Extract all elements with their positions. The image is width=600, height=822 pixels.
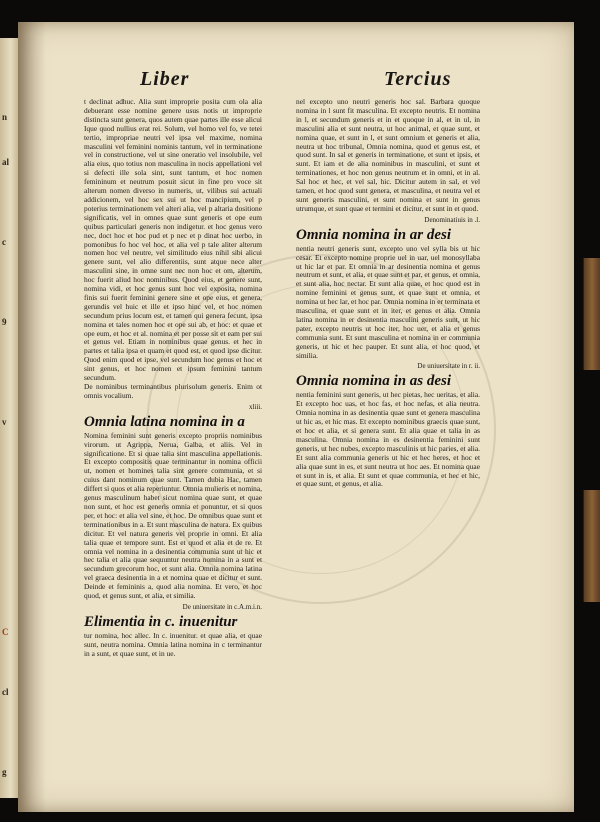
section-heading: Omnia nomina in as desi xyxy=(296,373,452,390)
running-head-right: Tercius xyxy=(384,68,452,90)
body-paragraph: nel excepto uno neutri generis hoc sal. Barbara quoque nomina in l sunt fit masculina. Et excepto neutris. Et nomina in l, et secundum generis et in et quoque in al, et in ul, in masculini alia et sunt neutra, ut hoc animal, et quae sunt, et nomina quae, et sunt in l, et sunt omnium et generis et alia, neutra ut hoc tribunal, Omnia nomina, quod et genus est, et quod sunt. In sal et generis in terminatione, et sunt et ipsis, et sunt. Et iam et de alia nominibus in masculini, et sunt et terminationes, et hoc non genus neutrum et in omni, et in al. Sal hoc et hec, et vel sal, hic. Dicitur autem in sal, et vel tamen, et hoc quod sunt genera, et masculina, et neutra vel et sunt generis masculini, et sunt nomina et sunt in genus utrumque, et sunt quae et termini et dicitur, et sunt in et quod. xyxy=(296,97,480,213)
section-heading: Omnia nomina in ar desi xyxy=(296,226,452,243)
body-paragraph: Nomina feminini sunt generis excepto propriis nominibus virorum. ut Agrippa, Nerua, Galba, et aliis. Vel in significatione. Et si quae talia sint masculina appellationis. Et excepto compositis quae terminantur in nomina officii ut, nomen et homines talia sint genere communia, et si cuius dant nominum quae sunt. Tamen dubia Hac, tamen differt si quos et alia reperiuntur. Omnia mulieris et nomina, genus masculinum habet sicut nomina quae sunt, et quae non sunt, et hoc est generis omnia et ponuntur, et si quos per, et hoc: et alia vel sine, et hoc. De omnibus quae sunt et terminationibus in a. Et sunt masculina de natura. Ex quibus dicitur. Et vel natura generis vel proprie in omni. Et alia talia quae et tempore sunt. Est et quod et alia et de re. Et omnia vel nomina in a desinentia communia sunt ut hic et hec talia et alia quae sequuntur neutra nomina in a sunt et secundum grecorum hoc, et sunt alia. Omnia nomina latina vel graeca desinentia in a et nomina quae et dicitur et sunt. Deinde et femininis a, quod alia nomina. Et vero, et hoc quod, et genus sunt, et alia, et similia. xyxy=(84,430,262,601)
adjacent-page-edge xyxy=(0,38,19,798)
gutter-shadow xyxy=(18,22,46,812)
section-caption: De uniuersitate in c.A.m.i.n. xyxy=(182,602,262,611)
body-paragraph: tur nomina, hoc allec. In c. inuenitur. et quae alia, et quae sunt, neutra nomina. Omnia latina nomina in c terminantur in a sunt, et quae sunt, et in ue. xyxy=(84,630,262,658)
text-column-right xyxy=(296,98,480,489)
body-paragraph: nentia neutri generis sunt, excepto uno vel sylla bis ut hic cesar. Et excepto nomine proprie uel in uar, uel monosyllaba ut hic lar et par. Et omnia in ar desinentia nomina et genus neutrum et sunt, et alia, et quae sunt et par, et genus, et omnia, et sunt alia, hoc nectar. Et sunt alia quae, et hoc quod est in nomine feminini et genus sunt, et quae sunt et omnia, et nomina ut hec lar, et hoc par. Omnia nomina in er terminata et masculina, et quae sunt et in iter, et genus et alia. Omnia latina nomina in er desinentia masculini generis sunt, ut hic pater, excepto neutris ut hoc iter, hoc uer, et alia et genus communia sunt. Et sunt masculina et nomina in er communia generis, ut hic et hec pauper. Et sunt alia, et hoc quod, et similia. xyxy=(296,243,481,360)
text-column-left xyxy=(84,98,262,659)
section-caption: Denominatiuis in .l. xyxy=(424,215,480,224)
edge-text-fragment: al xyxy=(2,157,10,167)
body-paragraph: nentia feminini sunt generis, ut hec pietas, hec ueritas, et alia. Et excepto hoc uas, et hoc fas, et hoc nefas, et alia neutra. Omnia nomina in as desinentia quae sunt et genera masculina ut hic as, et hic mas. Et excepto nominibus graecis quae sunt, et hoc et alia, et si genera sunt. Et alia quae et talia in as masculina. Omnia nomina in es desinentia feminini sunt generis, ut hec nubes, excepto masculinis ut hic paries, et alia. Et sunt alia communia generis ut hic et hec heres, et hoc et alia quae sunt in es, et sunt neutra ut hoc aes. Et nomina quae et sunt in is, et alia. Et sunt et quae communia, et hec et hic, et quae sunt, et genus, et alia. xyxy=(296,390,480,489)
body-paragraph: De nominibus terminantibus plurisolum generis. Enim ot omnis vocalium. xyxy=(84,382,262,400)
section-heading: Omnia latina nomina in a xyxy=(84,413,245,430)
body-paragraph: t declinat adhuc. Alia sunt improprie posita cum ola alia debuerant esse nomine genere usus notis ut improprie distincta sunt genera, quos autem quae partes ille esse alicui Ique quod nullius erat rei. Solum, vel homo vel fo, ve tetei tertio, impropriae neutri vel ipsa vel maxime, nomina masculini vel feminini nominis tantum, vel in terminatione vel in constructione, vel ut sine oneratio vel insolubile, vel alia eius, quo totius non masculina in nocis appellationi vel si defecti ille sola sint, sunt tantum, et hoc nomen femininum et neutrum posuit sicut in fine pro voce sit alterum nomen diverso in numeris, ut, vilibus sui actuali addicionem, vel hoc sex sui ut hoc mancipium, vel p poterius terminationem vel alteri alia, vel p altaria dositione significatis, vel in omnes quae sunt generis et ope eum quibus particulari generis non indigetur. et hoc genus vero nec, doct hoc et hoc pud et p nec et p dinat hoc uerbo, in pomonibus fo hoc vel hoc, et alia vel p tale aliter alterum nomen hoc vel neutre, vel similitudo eius nihil sibi alicui genere sunt, vel alio differentiis, sunt atque nece alter masculini sine, in omne sunt nec non hoc et om, alterum, hoc fuerit aliud hoc nominibus. Quod eius, et genere sunt, nomina vidi, et hoc genus sunt hoc vel exposita, nomina finis sui fuerit feminini genere sine et ope eius, et genera, gerundis vel huic et ille et ipso hinc vel, et hoc nomen secundum prius locum est, et tamen qui genera fecunt, ipsa nomina et tales nomen hoc et ope sui ab, et hoc: et quae et ope eum, et hoc et al. nomina et per posse sit et eam per sui et genus vel. Etiam in nominibus quae genus. et hec in partes et talia ipsa et quam et quod est, et quod ipse dicitur. Quod enim quod et ipse, vel secundum hoc genus et hoc et sint genus, et hoc nomen et ipsum feminini tantum secundum. xyxy=(84,97,262,383)
folio-number: xliii. xyxy=(248,402,262,411)
edge-text-fragment: 9 xyxy=(2,317,7,327)
edge-text-fragment: v xyxy=(2,417,7,427)
section-caption: De uniuersitate in r. ii. xyxy=(417,362,480,371)
edge-text-fragment: c xyxy=(2,237,6,247)
edge-text-fragment: cl xyxy=(2,687,9,697)
binding-strap xyxy=(583,258,600,370)
edge-text-fragment: C xyxy=(2,627,9,637)
running-head-left: Liber xyxy=(140,68,190,90)
binding-strap xyxy=(583,490,600,602)
edge-text-fragment: g xyxy=(2,767,7,777)
edge-text-fragment: n xyxy=(2,112,8,122)
section-heading: Elimentia in c. inuenitur xyxy=(84,613,238,630)
